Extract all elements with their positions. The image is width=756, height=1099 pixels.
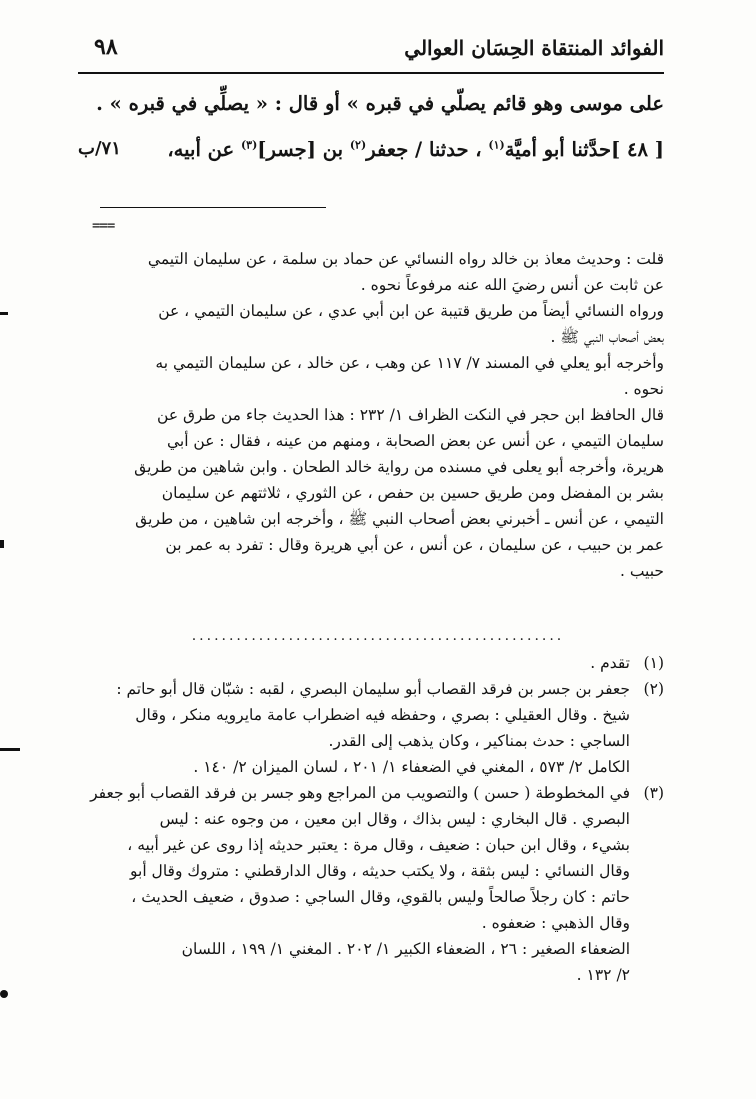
footnote-line: وقال النسائي : ليس بثقة ، ولا يكتب حديثه ، وقال الدارقطني : متروك وقال أبو — [130, 862, 630, 880]
footnote-references-cont: ٢/ ١٣٢ . — [576, 966, 630, 984]
footnote-number: (٢) — [643, 680, 664, 698]
footnote-ref-3[interactable]: (٣) — [240, 138, 258, 152]
commentary-line-cont: عن ثابت عن أنس رضيَ الله عنه مرفوعاً نحوه . — [360, 276, 664, 294]
commentary-line: وأخرجه أبو يعلي في المسند ٧/ ١١٧ عن وهب ، عن خالد ، عن سليمان التيمي به — [155, 354, 664, 372]
footnote-line: في المخطوطة ( حسن ) والتصويب من المراجع وهو جسر بن فرقد القصاب أبو جعفر — [90, 784, 630, 802]
footnote-ref-2[interactable]: (٢) — [349, 138, 367, 152]
commentary-paragraph — [78, 454, 664, 506]
main-text-line-2 — [78, 138, 664, 161]
commentary-line: حبيب . — [619, 562, 664, 580]
isnad-part-1: [ ٤٨ ]حدَّثنا أبو أميَّة — [504, 138, 664, 161]
commentary-block — [78, 246, 664, 584]
commentary-line-cont: سليمان التيمي ، عن أنس عن بعض الصحابة ، ومنهم من عينه ، فقال : عن أبي — [166, 432, 664, 450]
isnad-part-4: عن أبيه، — [167, 138, 235, 161]
footnote-references: الكامل ٢/ ٥٧٣ ، المغني في الضعفاء ١/ ٢٠١ ، لسان الميزان ٢/ ١٤٠ . — [193, 758, 630, 776]
footnote-3 — [78, 780, 664, 988]
footnote-line: البصري . قال البخاري : ليس بذاك ، وقال ابن معين ، من وجوه عنه : ليس — [159, 810, 630, 828]
footnote-line: بشيء ، وقال ابن حبان : ضعيف ، وقال مرة : يعتبر حديثه إذا روى عن غير أبيه ، — [127, 836, 630, 854]
footnote-line: الساجي : حدث بمناكير ، وكان يذهب إلى القدر. — [328, 732, 630, 750]
margin-mark — [0, 748, 20, 751]
footnote-line: جعفر بن جسر بن فرقد القصاب أبو سليمان البصري ، لقبه : شبّان قال أبو حاتم : — [116, 680, 630, 698]
margin-mark — [0, 312, 8, 315]
footnote-text: تقدم . — [590, 654, 630, 672]
commentary-paragraph — [78, 350, 664, 402]
isnad-part-2: ، حدثنا / جعفر — [366, 138, 482, 161]
footnote-ref-1[interactable]: (١) — [488, 138, 505, 152]
commentary-paragraph — [78, 402, 664, 454]
header-rule — [78, 72, 664, 74]
commentary-line: التيمي ، عن أنس ـ أخبرني بعض أصحاب النبي ﷺ ، وأخرجه ابن شاهين ، من طريق — [135, 510, 664, 528]
footnote-references: الضعفاء الصغير : ٢٦ ، الضعفاء الكبير ١/ ٢٠٢ . المغني ١/ ١٩٩ ، اللسان — [181, 940, 630, 958]
running-title: الفوائد المنتقاة الحِسَان العوالي — [404, 36, 664, 60]
commentary-line: ورواه النسائي أيضاً من طريق قتيبة عن ابن أبي عدي ، عن سليمان التيمي ، عن — [158, 302, 664, 320]
footnote-line: شيخ . وقال العقيلي : بصري ، وحفظه فيه اضطراب عامة مايرويه منكر ، وقال — [135, 706, 630, 724]
commentary-line: هريرة، وأخرجه أبو يعلى في مسنده من رواية خالد الطحان . وابن شاهين من طريق — [134, 458, 664, 476]
footnote-line: وقال الذهبي : ضعفوه . — [481, 914, 630, 932]
hadith-48-opening — [107, 138, 664, 161]
running-header — [78, 36, 664, 72]
page-number: ٩٨ — [94, 34, 118, 60]
footnote-2 — [78, 676, 664, 780]
footnote-separator — [100, 207, 326, 208]
footnote-line: حاتم : كان رجلاً صالحاً وليس بالقوي، وقال الساجي : صدوق ، ضعيف الحديث ، — [131, 888, 630, 906]
continuation-mark: === — [92, 218, 115, 234]
commentary-line-cont: بعض أصحاب النبي ﷺ . — [550, 328, 664, 346]
commentary-line-cont: نحوه . — [623, 380, 664, 398]
commentary-paragraph — [78, 506, 664, 558]
main-text-line-1: على موسى وهو قائم يصلّي في قبره » أو قال : « يصلِّي في قبره » . — [96, 92, 664, 115]
commentary-line: قال الحافظ ابن حجر في النكت الظراف ١/ ٢٣٢ : هذا الحديث جاء من طرق عن — [157, 406, 664, 424]
dotted-separator: .................................................. — [191, 628, 565, 644]
margin-mark — [0, 540, 4, 548]
footnote-number: (١) — [643, 654, 664, 672]
margin-mark — [0, 990, 8, 998]
manuscript-folio-ref: ٧١/ب — [78, 138, 121, 159]
footnotes-block — [78, 650, 664, 988]
commentary-paragraph — [78, 558, 664, 584]
isnad-part-3: بن [جسر] — [257, 138, 344, 161]
commentary-line-cont: بشر بن المفضل ومن طريق حسين بن حفص ، عن الثوري ، ثلاثتهم عن سليمان — [161, 484, 664, 502]
commentary-paragraph — [78, 246, 664, 298]
footnote-1 — [78, 650, 664, 676]
commentary-line: قلت : وحديث معاذ بن خالد رواه النسائي عن حماد بن سلمة ، عن سليمان التيمي — [147, 250, 664, 268]
commentary-paragraph — [78, 298, 664, 350]
commentary-line-cont: عمر بن حبيب ، عن سليمان ، عن أنس ، عن أبي هريرة وقال : تفرد به عمر بن — [165, 536, 664, 554]
footnote-number: (٣) — [643, 784, 664, 802]
